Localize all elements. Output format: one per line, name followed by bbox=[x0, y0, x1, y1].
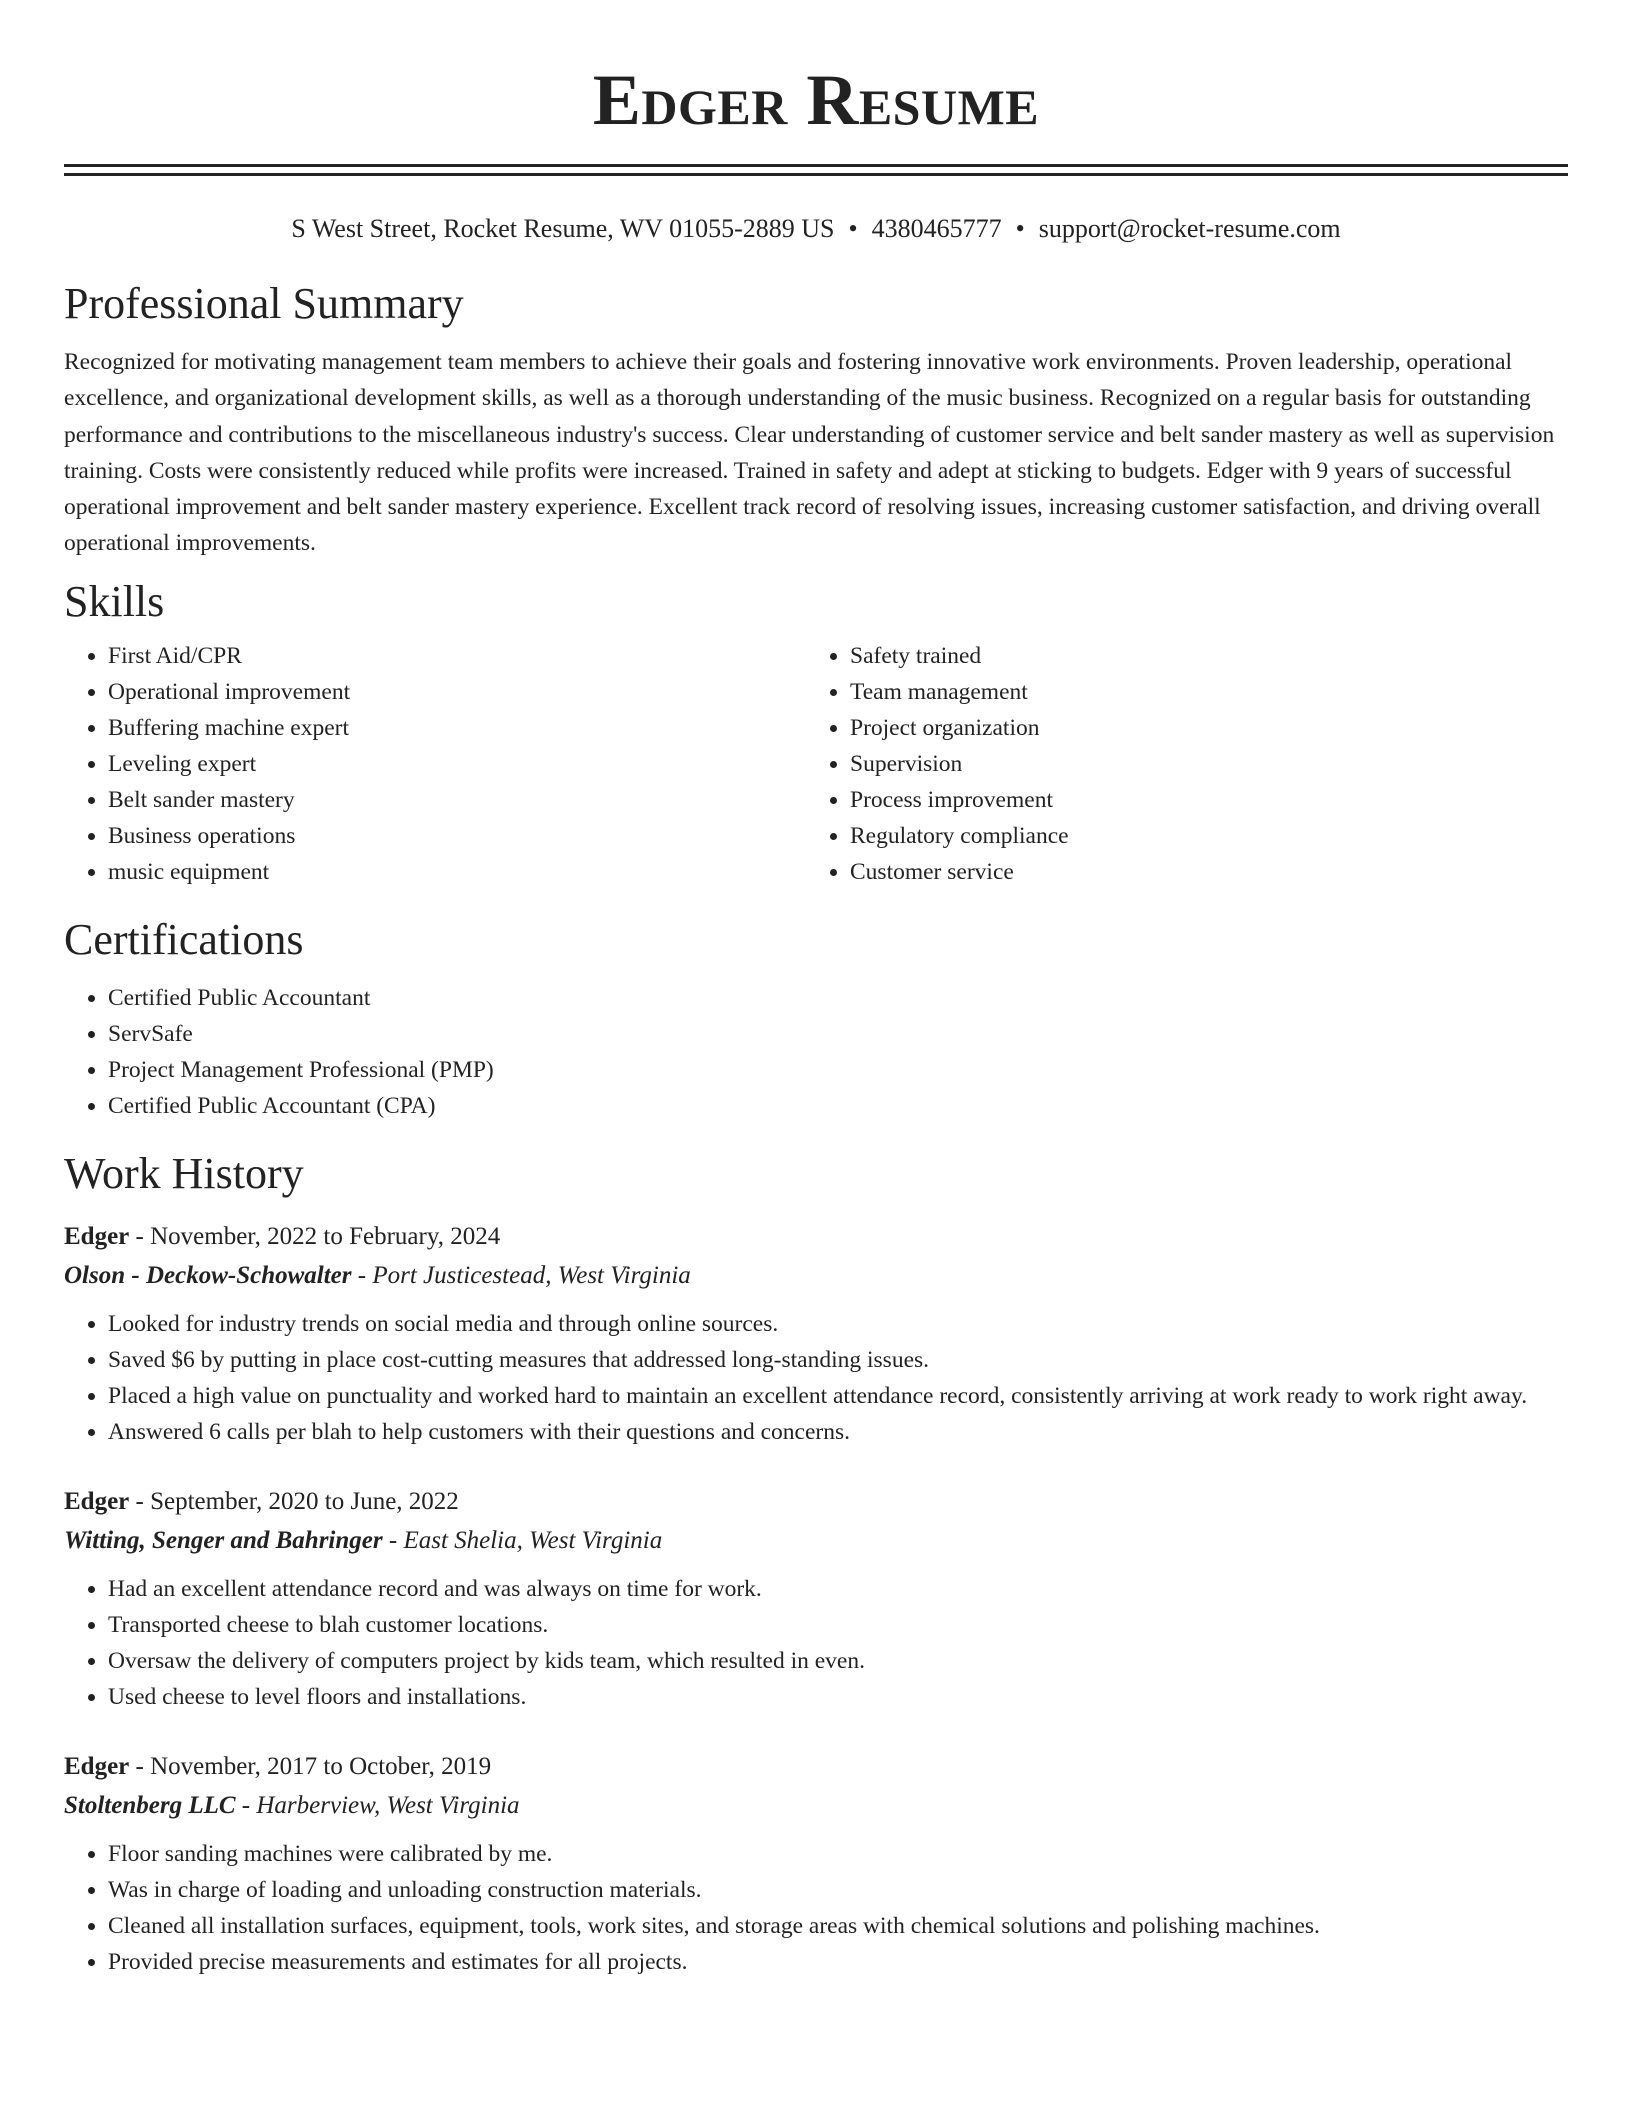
contact-phone: 4380465777 bbox=[871, 214, 1002, 243]
skill-item: • Team management bbox=[850, 674, 1548, 710]
job-company-line bbox=[64, 1256, 1568, 1296]
resume-name: Edger Resume bbox=[592, 60, 1040, 140]
job-title: Edger bbox=[64, 1222, 130, 1250]
job-bullet: • Was in charge of loading and unloading construction materials. bbox=[108, 1872, 1568, 1908]
certifications-list bbox=[64, 980, 1568, 1124]
job-title: Edger bbox=[64, 1752, 130, 1780]
skill-item: • First Aid/CPR bbox=[108, 638, 806, 674]
certifications-heading: Certifications bbox=[64, 914, 304, 964]
job-dates: November, 2022 to February, 2024 bbox=[150, 1222, 501, 1250]
job-bullet: • Looked for industry trends on social media and through online sources. bbox=[108, 1306, 1568, 1342]
job-bullet: • Used cheese to level floors and installations. bbox=[108, 1679, 1568, 1715]
job-title: Edger bbox=[64, 1487, 130, 1515]
job-title-line bbox=[64, 1748, 1568, 1786]
job-dash: - bbox=[235, 1791, 257, 1819]
skill-item: • Buffering machine expert bbox=[108, 710, 806, 746]
contact-line bbox=[64, 212, 1568, 246]
job-dash: - bbox=[129, 1487, 151, 1515]
job-location: Port Justicestead, West Virginia bbox=[372, 1261, 691, 1289]
work-history-heading: Work History bbox=[64, 1148, 304, 1198]
skill-item: • Safety trained bbox=[850, 638, 1548, 674]
contact-separator: • bbox=[848, 214, 858, 243]
skill-item: • Business operations bbox=[108, 818, 806, 854]
job-dash: - bbox=[129, 1752, 151, 1780]
job-bullet: • Answered 6 calls per blah to help customers with their questions and concerns. bbox=[108, 1414, 1568, 1450]
skill-item: • Supervision bbox=[850, 746, 1548, 782]
job-bullet: • Provided precise measurements and estimates for all projects. bbox=[108, 1944, 1568, 1980]
job-entry bbox=[64, 1748, 1568, 1980]
skills-list-left bbox=[64, 638, 806, 890]
job-bullet: • Had an excellent attendance record and was always on time for work. bbox=[108, 1571, 1568, 1607]
job-dates: September, 2020 to June, 2022 bbox=[150, 1487, 459, 1515]
skills-heading: Skills bbox=[64, 576, 165, 626]
skills-list-right bbox=[806, 638, 1548, 890]
job-dash: - bbox=[382, 1526, 404, 1554]
job-bullet: • Transported cheese to blah customer locations. bbox=[108, 1607, 1568, 1643]
summary-heading: Professional Summary bbox=[64, 279, 464, 328]
skill-item: • Regulatory compliance bbox=[850, 818, 1548, 854]
job-bullet: • Floor sanding machines were calibrated by me. bbox=[108, 1836, 1568, 1872]
job-dates: November, 2017 to October, 2019 bbox=[150, 1752, 492, 1780]
job-dash: - bbox=[129, 1222, 151, 1250]
job-company-line bbox=[64, 1521, 1568, 1561]
job-bullets bbox=[64, 1306, 1568, 1450]
skill-item: • Process improvement bbox=[850, 782, 1548, 818]
job-company: Olson - Deckow-Schowalter bbox=[64, 1261, 352, 1289]
job-entry bbox=[64, 1218, 1568, 1450]
job-bullet: • Oversaw the delivery of computers project by kids team, which resulted in even. bbox=[108, 1643, 1568, 1679]
contact-email: support@rocket-resume.com bbox=[1038, 214, 1341, 243]
contact-separator: • bbox=[1015, 214, 1025, 243]
job-bullet: • Cleaned all installation surfaces, equipment, tools, work sites, and storage areas with chemical solutions and polishing machines. bbox=[108, 1908, 1568, 1944]
skill-item: • Belt sander mastery bbox=[108, 782, 806, 818]
certification-item: • Certified Public Accountant bbox=[108, 980, 1568, 1016]
skill-item: • music equipment bbox=[108, 854, 806, 890]
job-location: Harberview, West Virginia bbox=[256, 1791, 520, 1819]
contact-address: S West Street, Rocket Resume, WV 01055-2889 US bbox=[291, 214, 835, 243]
job-title-line bbox=[64, 1218, 1568, 1256]
skills-columns bbox=[64, 638, 1568, 890]
job-location: East Shelia, West Virginia bbox=[403, 1526, 663, 1554]
job-title-line bbox=[64, 1483, 1568, 1521]
certification-item: • ServSafe bbox=[108, 1016, 1568, 1052]
summary-text: Recognized for motivating management team members to achieve their goals and fostering innovative work environments. Proven leadership, operational excellence, and organizational development skills, as well as a thorough understanding of the music business. Recognized on a regular basis for outstanding performance and contributions to the miscellaneous industry's success. Clear understanding of customer service and belt sander mastery as well as supervision training. Costs were consistently reduced while profits were increased. Trained in safety and adept at sticking to budgets. Edger with 9 years of successful operational improvement and belt sander mastery experience. Excellent track record of resolving issues, increasing customer satisfaction, and driving overall operational improvements. bbox=[64, 349, 1555, 557]
skill-item: • Customer service bbox=[850, 854, 1548, 890]
job-company: Stoltenberg LLC bbox=[64, 1791, 236, 1819]
certification-item: • Certified Public Accountant (CPA) bbox=[108, 1088, 1568, 1124]
skill-item: • Operational improvement bbox=[108, 674, 806, 710]
skills-column-left bbox=[64, 638, 806, 890]
job-bullets bbox=[64, 1571, 1568, 1715]
header-rule-top bbox=[64, 164, 1568, 167]
job-company: Witting, Senger and Bahringer bbox=[64, 1526, 383, 1554]
job-dash: - bbox=[351, 1261, 373, 1289]
certification-item: • Project Management Professional (PMP) bbox=[108, 1052, 1568, 1088]
skills-column-right bbox=[806, 638, 1548, 890]
job-bullets bbox=[64, 1836, 1568, 1980]
skill-item: • Leveling expert bbox=[108, 746, 806, 782]
header-rule-bottom bbox=[64, 173, 1568, 176]
job-company-line bbox=[64, 1786, 1568, 1826]
job-bullet: • Placed a high value on punctuality and worked hard to maintain an excellent attendance record, consistently arriving at work ready to work right away. bbox=[108, 1378, 1568, 1414]
job-bullet: • Saved $6 by putting in place cost-cutting measures that addressed long-standing issues. bbox=[108, 1342, 1568, 1378]
job-entry bbox=[64, 1483, 1568, 1715]
skill-item: • Project organization bbox=[850, 710, 1548, 746]
